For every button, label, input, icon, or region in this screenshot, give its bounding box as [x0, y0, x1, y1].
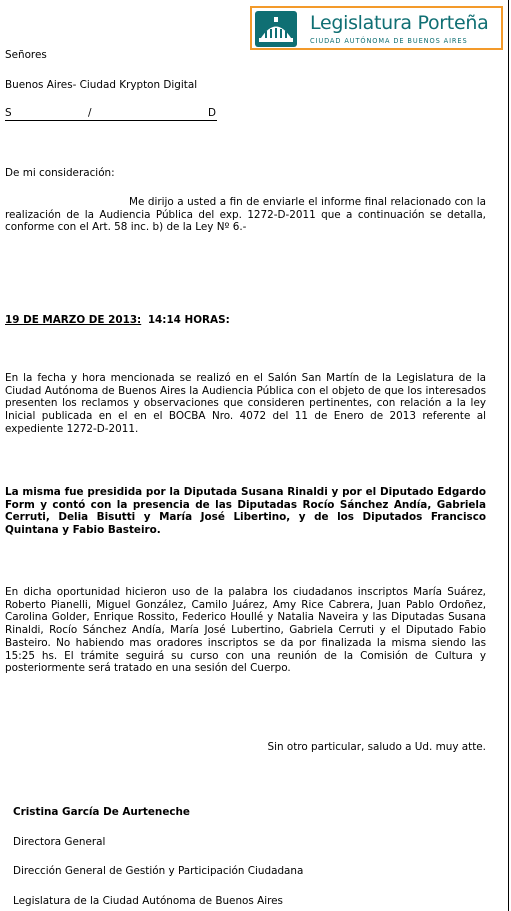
salutation: Señores — [5, 49, 47, 61]
intro-paragraph: Me dirijo a usted a fin de enviarle el informe final relacionado con la realización de la Audiencia Pública del exp. 1272-D-2011 que a continuación se detalla, conforme con el Art. 58 inc. b) de la Ley Nº 6.- — [5, 196, 486, 234]
date-heading-time: 14:14 HORAS: — [147, 314, 230, 326]
s-mark: S — [5, 107, 12, 119]
signature-name: Cristina García De Aurteneche — [13, 806, 190, 818]
signature-department: Dirección General de Gestión y Participación Ciudadana — [13, 865, 304, 877]
page-right-rule — [508, 0, 509, 911]
date-heading-date: 19 DE MARZO DE 2013: — [5, 314, 142, 326]
legislatura-logo — [250, 6, 503, 50]
date-heading — [5, 314, 230, 326]
paragraph-speakers: En dicha oportunidad hicieron uso de la palabra los ciudadanos inscriptos María Suárez, Roberto Pianelli, Miguel González, Camilo Juárez, Amy Rice Cabrera, Juan Pablo Ordoñez, Carolina Golder, Enrique Rossito, Federico Houllé y Natalia Naveira y las Diputadas Susana Rinaldi, Rocío Sánchez Andía, María José Lubertino, Gabriela Cerruti y el Diputado Fabio Basteiro. No habiendo mas oradores inscriptos se da por finalizada la misma siendo las 15:25 hs. El trámite seguirá su curso con una reunión de la Comisión de Cultura y posteriormente será tratado en una sesión del Cuerpo. — [5, 586, 486, 675]
logo-subtitle: CIUDAD AUTÓNOMA DE BUENOS AIRES — [310, 37, 468, 45]
paragraph-hearing-details: En la fecha y hora mencionada se realizó en el Salón San Martín de la Legislatura de la Ciudad Autónoma de Buenos Aires la Audiencia Pública con el objeto de que los interesados presenten los reclamos y observaciones que consideren pertinentes, con relación a la ley Inicial publicada en el en el BOCBA Nro. 4072 del 11 de Enero de 2013 referente al expediente 1272-D-2011. — [5, 372, 486, 435]
d-mark: D — [208, 107, 217, 119]
recipient: Buenos Aires- Ciudad Krypton Digital — [5, 79, 198, 91]
logo-title: Legislatura Porteña — [310, 12, 489, 34]
closing-line: Sin otro particular, saludo a Ud. muy atte. — [267, 741, 486, 753]
legislature-dome-icon — [255, 11, 297, 47]
signature-institution: Legislatura de la Ciudad Autónoma de Buenos Aires — [13, 895, 283, 907]
paragraph-presidency: La misma fue presidida por la Diputada Susana Rinaldi y por el Diputado Edgardo Form y contó con la presencia de las Diputadas Rocío Sánchez Andía, Gabriela Cerruti, Delia Bisutti y María José Libertino, y de los Diputados Francisco Quintana y Fabio Basteiro. — [5, 486, 486, 537]
slash-mark: / — [88, 107, 92, 119]
s-d-underline — [5, 120, 217, 121]
signature-role: Directora General — [13, 836, 106, 848]
opening: De mi consideración: — [5, 167, 115, 179]
